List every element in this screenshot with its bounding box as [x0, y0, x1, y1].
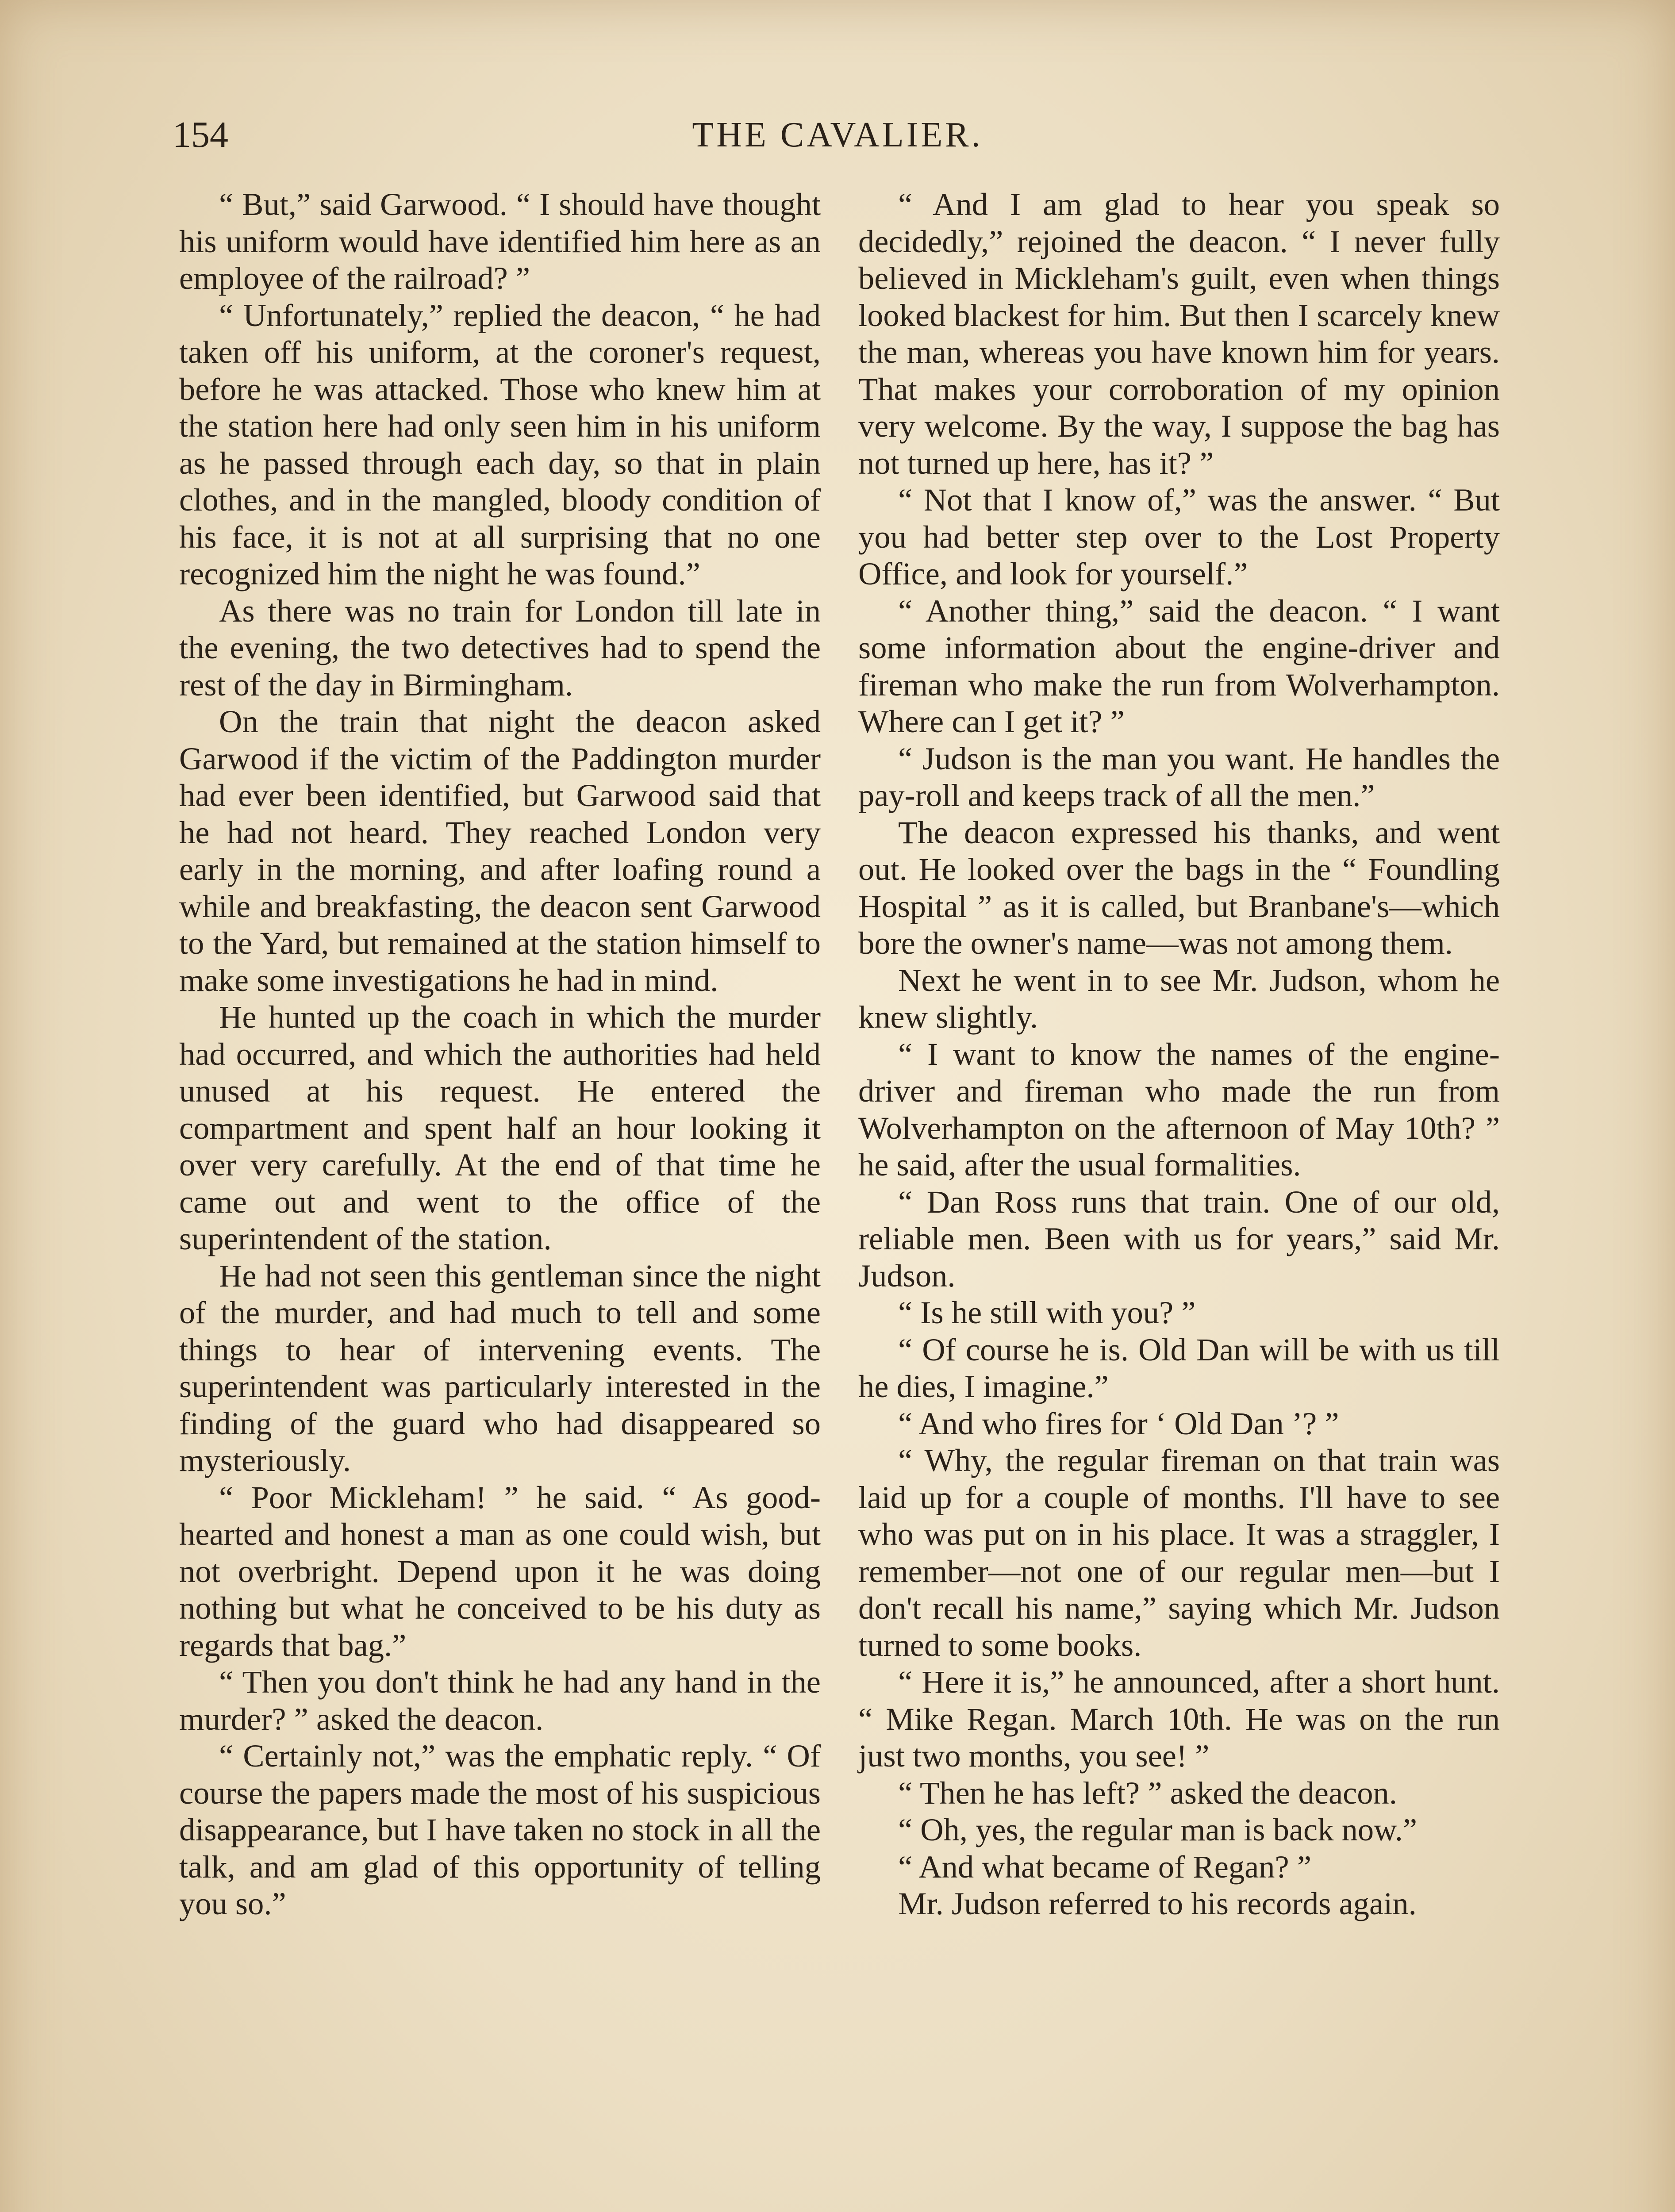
paragraph: “ Unfortunately,” replied the deacon, “ he had taken off his uniform, at the coroner's request, before he was attacked. Those who knew him at the station here had only seen him in his uniform as he passed through each day, so that in plain clothes, and in the mangled, bloody condition of his face, it is not at all surprising that no one recognized him the night he was found.” [179, 297, 821, 591]
paragraph: He had not seen this gentleman since the night of the murder, and had much to tell and some things to hear of intervening events. The superintendent was particularly interested in the finding of the guard who had disappeared so mysteriously. [179, 1257, 821, 1478]
paragraph: “ But,” said Garwood. “ I should have thought his uniform would have identified him here as an employee of the railroad? ” [179, 186, 821, 296]
paragraph: “ Judson is the man you want. He handles the pay-roll and keeps track of all the men.” [858, 740, 1500, 813]
paragraph: “ I want to know the names of the engine-driver and fireman who made the run from Wolverhampton on the afternoon of May 10th? ” he said, after the usual formalities. [858, 1036, 1500, 1183]
paragraph: The deacon expressed his thanks, and went out. He looked over the bags in the “ Foundling Hospital ” as it is called, but Branbane's—which bore the owner's name—was not among them. [858, 814, 1500, 961]
paragraph: “ Poor Mickleham! ” he said. “ As good-hearted and honest a man as one could wish, but not overbright. Depend upon it he was doing nothing but what he conceived to be his duty as regards that bag.” [179, 1479, 821, 1663]
journal-title: THE CAVALIER. [692, 115, 983, 154]
paragraph: “ Certainly not,” was the emphatic reply. “ Of course the papers made the most of his suspicious disappearance, but I have taken no stock in all the talk, and am glad of this opportunity of telling you so.” [179, 1738, 821, 1921]
paragraph: “ Is he still with you? ” [898, 1294, 1196, 1330]
running-head [173, 111, 1502, 159]
paragraph: “ Not that I know of,” was the answer. “ But you had better step over to the Lost Property Office, and look for yourself.” [858, 482, 1500, 591]
paragraph: “ Here it is,” he announced, after a short hunt. “ Mike Regan. March 10th. He was on the run just two months, you see! ” [858, 1664, 1500, 1774]
paragraph: “ Dan Ross runs that train. One of our old, reliable men. Been with us for years,” said Mr. Judson. [858, 1183, 1500, 1294]
paragraph: “ Another thing,” said the deacon. “ I want some information about the engine-driver and fireman who make the run from Wolverhampton. Where can I get it? ” [858, 592, 1500, 739]
paragraph: “ Oh, yes, the regular man is back now.” [898, 1812, 1418, 1847]
paragraph: “ And who fires for ‘ Old Dan ’? ” [898, 1405, 1339, 1441]
right-column [858, 186, 1500, 1922]
paragraph: Mr. Judson referred to his records again. [898, 1886, 1417, 1921]
left-column [179, 186, 821, 1922]
paragraph: “ And what became of Regan? ” [898, 1848, 1312, 1885]
paragraph: On the train that night the deacon asked Garwood if the victim of the Paddington murder had ever been identified, but Garwood said that he had not heard. They reached London very early in the morning, and after loafing round a while and breakfasting, the deacon sent Garwood to the Yard, but remained at the station himself to make some investigations he had in mind. [179, 703, 821, 998]
paragraph: “ Then he has left? ” asked the deacon. [898, 1774, 1397, 1811]
paragraph: “ And I am glad to hear you speak so decidedly,” rejoined the deacon. “ I never fully believed in Mickleham's guilt, even when things looked blackest for him. But then I scarcely knew the man, whereas you have known him for years. That makes your corroboration of my opinion very welcome. By the way, I suppose the bag has not turned up here, has it? ” [858, 186, 1500, 481]
paragraph: “ Why, the regular fireman on that train was laid up for a couple of months. I'll have to see who was put on in his place. It was a straggler, I remember—not one of our regular men—but I don't recall his name,” saying which Mr. Judson turned to some books. [858, 1442, 1500, 1663]
page-number: 154 [173, 114, 228, 155]
paragraph: “ Then you don't think he had any hand in the murder? ” asked the deacon. [179, 1664, 821, 1737]
paragraph: As there was no train for London till late in the evening, the two detectives had to spend the rest of the day in Birmingham. [179, 592, 821, 703]
paragraph: Next he went in to see Mr. Judson, whom he knew slightly. [858, 962, 1500, 1035]
paragraph: “ Of course he is. Old Dan will be with us till he dies, I imagine.” [858, 1331, 1500, 1404]
paragraph: He hunted up the coach in which the murder had occurred, and which the authorities had held unused at his request. He entered the compartment and spent half an hour looking it over very carefully. At the end of that time he came out and went to the office of the superintendent of the station. [179, 999, 821, 1256]
